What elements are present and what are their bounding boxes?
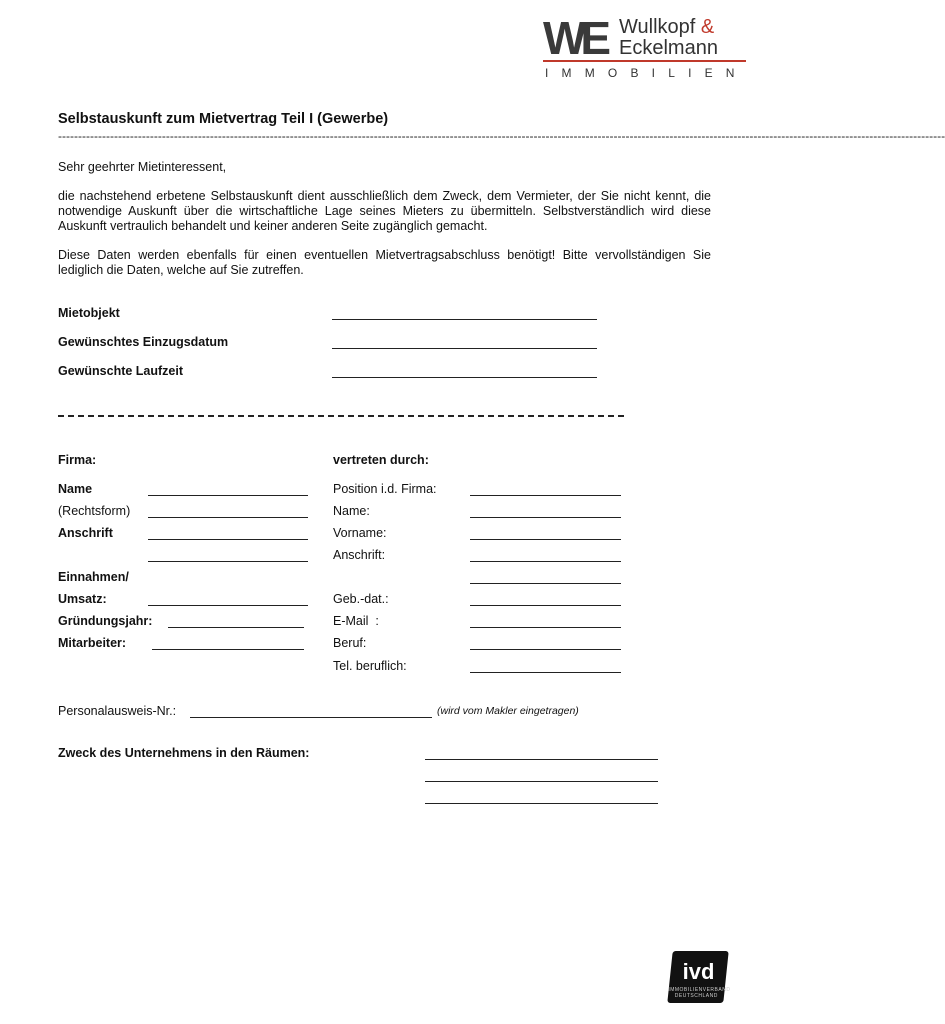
- zweck-field-1[interactable]: [425, 759, 658, 760]
- zweck-field-2[interactable]: [425, 781, 658, 782]
- gebdat-field[interactable]: [470, 605, 621, 606]
- ivd-logo-text: ivd: [682, 959, 715, 984]
- greeting: Sehr geehrter Mietinteressent,: [58, 160, 227, 174]
- mitarbeiter-field[interactable]: [152, 649, 304, 650]
- beruf-label: Beruf:: [333, 636, 367, 650]
- logo-divider: [543, 60, 746, 62]
- logo-ampersand: &: [700, 16, 715, 38]
- rep-name-field[interactable]: [470, 517, 621, 518]
- title-dash-rule: ------------------------------------------------------------------------------------------------------------------------------------------------------------------------------------------------------------------------------: [58, 129, 945, 143]
- firma-heading: Firma:: [58, 453, 97, 467]
- ivd-logo: [667, 951, 731, 1003]
- info-paragraph: Diese Daten werden ebenfalls für einen eventuellen Mietvertragsabschluss benötigt! Bitte vervollständigen Sie lediglich die Daten, welche auf Sie zutreffen.: [58, 248, 711, 277]
- laufzeit-field[interactable]: [332, 377, 597, 378]
- personalausweis-field[interactable]: [190, 717, 432, 718]
- ivd-logo-subtext: IMMOBILIENVERBAND DEUTSCHLAND: [668, 987, 731, 999]
- email-label: E-Mail :: [333, 614, 379, 628]
- personalausweis-note: (wird vom Makler eingetragen): [437, 705, 579, 717]
- rep-anschrift-field-2[interactable]: [470, 583, 621, 584]
- gebdat-label: Geb.-dat.:: [333, 592, 389, 606]
- gruendungsjahr-label: Gründungsjahr:: [58, 614, 153, 628]
- logo-monogram-text: WE: [543, 12, 606, 64]
- firma-anschrift-field-2[interactable]: [148, 561, 308, 562]
- email-field[interactable]: [470, 627, 621, 628]
- rep-anschrift-label: Anschrift:: [333, 548, 386, 562]
- einzugsdatum-field[interactable]: [332, 348, 597, 349]
- vorname-field[interactable]: [470, 539, 621, 540]
- firma-name-label: Name: [58, 482, 93, 496]
- logo-name-line2: Eckelmann: [619, 37, 718, 59]
- einnahmen-label: Einnahmen/: [58, 570, 129, 584]
- firma-name-field[interactable]: [148, 495, 308, 496]
- umsatz-label: Umsatz:: [58, 592, 107, 606]
- zweck-label: Zweck des Unternehmens in den Räumen:: [58, 746, 310, 760]
- umsatz-field[interactable]: [148, 605, 308, 606]
- vertreten-heading: vertreten durch:: [333, 453, 429, 467]
- position-label: Position i.d. Firma:: [333, 482, 437, 496]
- rechtsform-label: (Rechtsform): [58, 504, 131, 518]
- company-logo-monogram: [543, 12, 613, 64]
- gruendungsjahr-field[interactable]: [168, 627, 304, 628]
- rep-name-label: Name:: [333, 504, 370, 518]
- logo-name-line1: [619, 17, 714, 37]
- page-title: Selbstauskunft zum Mietvertrag Teil I (Gewerbe): [58, 111, 389, 127]
- mietobjekt-field[interactable]: [332, 319, 597, 320]
- intro-paragraph: die nachstehend erbetene Selbstauskunft dient ausschließlich dem Zweck, dem Vermieter, der Sie nicht kennt, die notwendige Auskunft über die wirtschaftliche Lage seines Mieters zu übermitteln. Selbstverständlich wird diese Auskunft vertraulich behandelt und keiner anderen Seite zugänglich gemacht.: [58, 189, 711, 233]
- beruf-field[interactable]: [470, 649, 621, 650]
- einzugsdatum-label: Gewünschtes Einzugsdatum: [58, 335, 229, 349]
- zweck-field-3[interactable]: [425, 803, 658, 804]
- firma-anschrift-field-1[interactable]: [148, 539, 308, 540]
- firma-anschrift-label: Anschrift: [58, 526, 113, 540]
- laufzeit-label: Gewünschte Laufzeit: [58, 364, 184, 378]
- tel-field[interactable]: [470, 672, 621, 673]
- position-field[interactable]: [470, 495, 621, 496]
- tel-label: Tel. beruflich:: [333, 659, 407, 673]
- personalausweis-label: Personalausweis-Nr.:: [58, 704, 177, 718]
- rechtsform-field[interactable]: [148, 517, 308, 518]
- mietobjekt-label: Mietobjekt: [58, 306, 120, 320]
- logo-name-first: Wullkopf: [619, 16, 701, 38]
- rep-anschrift-field-1[interactable]: [470, 561, 621, 562]
- section-separator: [58, 415, 624, 417]
- mitarbeiter-label: Mitarbeiter:: [58, 636, 127, 650]
- vorname-label: Vorname:: [333, 526, 387, 540]
- logo-subtitle: IMMOBILIEN: [545, 66, 748, 80]
